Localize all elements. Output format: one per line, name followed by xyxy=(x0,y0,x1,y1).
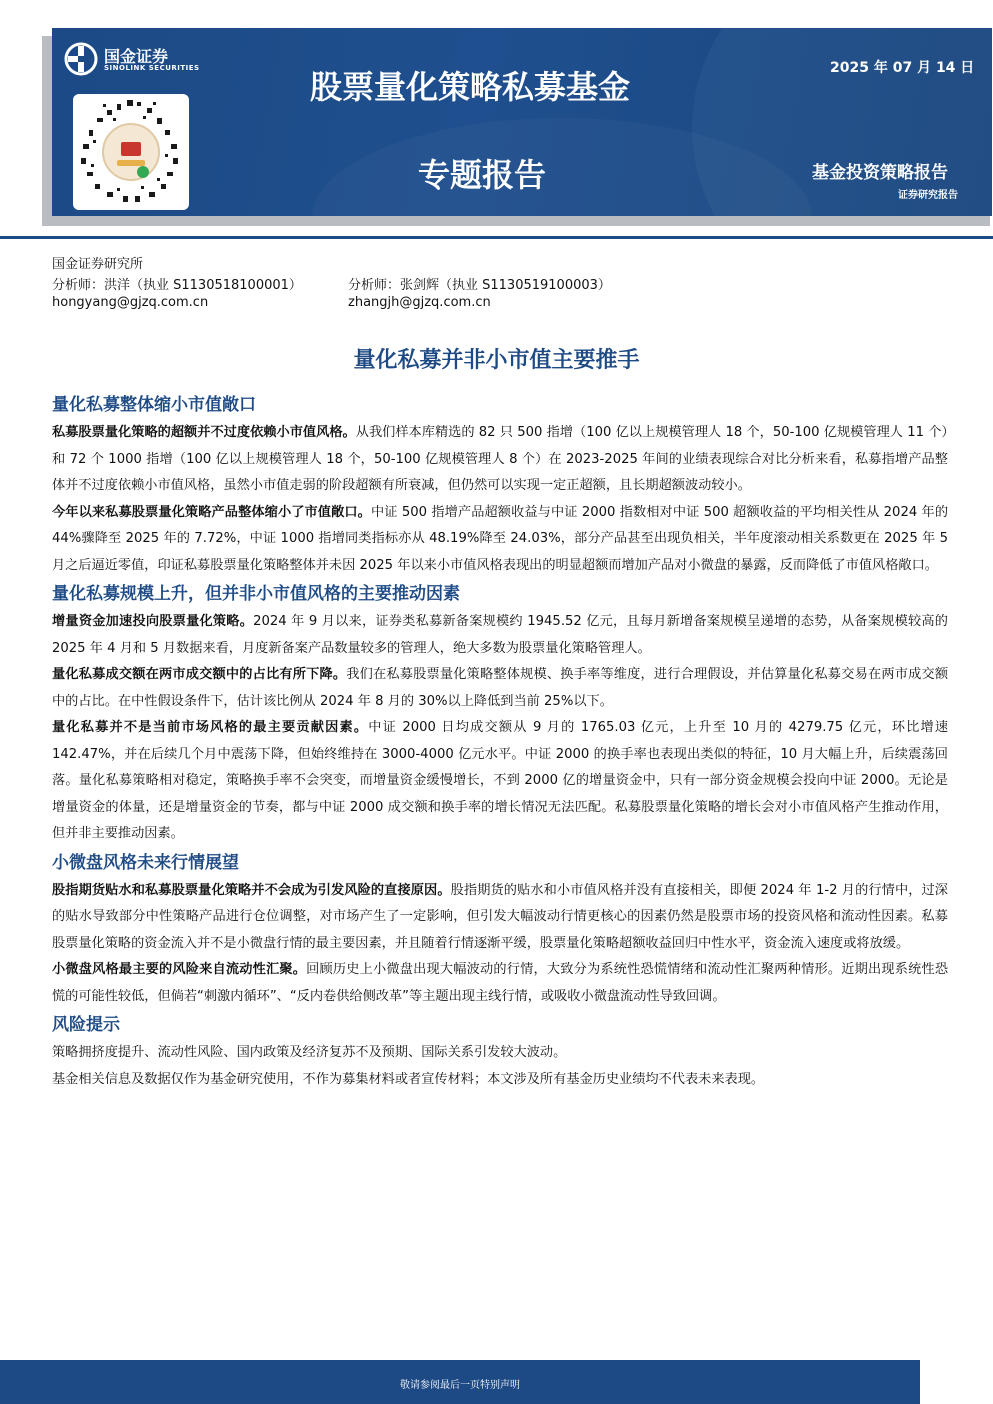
mini-program-qr-code xyxy=(73,94,189,210)
report-type: 基金投资策略报告 xyxy=(812,163,948,183)
paragraph-lead: 量化私募并不是当前市场风格的最主要贡献因素。 xyxy=(52,720,369,735)
logo-chinese-name: 国金证券 xyxy=(104,47,169,66)
report-subtype: 证券研究报告 xyxy=(898,190,958,201)
paragraph-lead: 量化私募成交额在两市成交额中的占比有所下降。 xyxy=(52,667,347,682)
analyst-1-email[interactable]: hongyang@gjzq.com.cn xyxy=(52,295,209,310)
main-title: 量化私募并非小市值主要推手 xyxy=(353,348,640,373)
sinolink-logo-icon xyxy=(64,42,98,76)
paragraph-lead: 私募股票量化策略的超额并不过度依赖小市值风格。 xyxy=(52,425,356,440)
paragraph xyxy=(52,609,948,662)
section-heading: 量化私募规模上升，但并非小市值风格的主要推动因素 xyxy=(52,584,460,604)
logo-english-name: SINOLINK SECURITIES xyxy=(104,64,200,72)
paragraph-text: 中证 500 指增产品超额收益与中证 2000 指数相对中证 500 超额收益的平均相关性从 2024 年的 44%骤降至 2025 年的 7.72%，中证 1000 指增同类指标亦从 48.19%降至 24.03%，部分产品甚至出现负相关，半年度滚动相关系数更在 2025 年 5 月之后逼近零值，印证私募股票量化策略整体并未因 2025 年以来小市值风格表现出的明显超额而增加产品对小微盘的暴露，反而降低了市值风格敞口。 xyxy=(52,504,949,573)
paragraph xyxy=(52,420,948,500)
paragraph-text: 策略拥挤度提升、流动性风险、国内政策及经济复苏不及预期、国际关系引发较大波动。 xyxy=(52,1045,567,1060)
paragraph xyxy=(52,878,948,958)
header-divider xyxy=(0,236,993,239)
paragraph-text: 中证 2000 日均成交额从 9 月的 1765.03 亿元，上升至 10 月的 4279.75 亿元，环比增速 142.47%，并在后续几个月中震荡下降，但始终维持在 3000-4000 亿元水平。中证 2000 的换手率也表现出类似的特征，10 月大幅上升，后续震荡回落。量化私募策略相对稳定，策略换手率不会突变，而增量资金缓慢增长，不到 2000 亿的增量资金中，只有一部分资金规模会投向中证 2000。无论是增量资金的体量，还是增量资金的节奏，都与中证 2000 成交额和换手率的增长情况无法匹配。私募股票量化策略的增长会对小市值风格产生推动作用，但并非主要推动因素。 xyxy=(52,720,949,841)
paragraph xyxy=(52,957,948,1010)
paragraph-text: 我们在私募股票量化策略整体规模、换手率等维度，进行合理假设，并估算量化私募交易在两市成交额中的占比。在中性假设条件下，估计该比例从 2024 年 8 月的 30%以上降低到当前 25%以下。 xyxy=(52,667,949,709)
company-logo xyxy=(64,40,214,80)
paragraph-lead: 小微盘风格最主要的风险来自流动性汇聚。 xyxy=(52,962,307,977)
report-title-line1: 股票量化策略私募基金 xyxy=(310,68,631,106)
paragraph xyxy=(52,662,948,715)
qr-code-icon xyxy=(77,98,185,206)
paragraph-lead: 今年以来私募股票量化策略产品整体缩小了市值敞口。 xyxy=(52,504,371,520)
paragraph-text: 从我们样本库精选的 82 只 500 指增（100 亿以上规模管理人 18 个，50-100 亿规模管理人 11 个）和 72 个 1000 指增（100 亿以上规模管理人 18 个，50-100 亿规模管理人 8 个）在 2023-2025 年间的业绩表现综合对比分析来看，私募指增产品整体并不过度依赖小市值风格，虽然小市值走弱的阶段超额有所衰减，但仍然可以实现一定正超额，且长期超额波动较小。 xyxy=(52,425,948,493)
paragraph-text: 基金相关信息及数据仅作为基金研究使用，不作为募集材料或者宣传材料；本文涉及所有基金历史业绩均不代表未来表现。 xyxy=(52,1071,765,1087)
risk-paragraph xyxy=(52,1040,948,1067)
paragraph xyxy=(52,500,948,580)
analyst-2-email[interactable]: zhangjh@gjzq.com.cn xyxy=(348,295,491,310)
paragraph-text: 2024 年 9 月以来，证券类私募新备案规模约 1945.52 亿元，且每月新增备案规模呈递增的态势，从备案规模较高的 2025 年 4 月和 5 月数据来看，月度新备案产品数量较多的管理人，绝大多数为股票量化策略管理人。 xyxy=(52,614,948,656)
footer-notice: 敬请参阅最后一页特别声明 xyxy=(400,1380,520,1391)
paragraph-lead: 增量资金加速投向股票量化策略。 xyxy=(52,614,254,629)
report-date: 2025 年 07 月 14 日 xyxy=(830,60,975,76)
research-institute: 国金证券研究所 xyxy=(52,257,144,272)
report-summary xyxy=(52,390,948,1093)
paragraph-text: 回顾历史上小微盘出现大幅波动的行情，大致分为系统性恐慌情绪和流动性汇聚两种情形。近期出现系统性恐慌的可能性较低，但倘若“刺激内循环”、“反内卷供给侧改革”等主题出现主线行情，或吸收小微盘流动性导致回调。 xyxy=(52,962,949,1004)
paragraph-lead: 股指期货贴水和私募股票量化策略并不会成为引发风险的直接原因。 xyxy=(52,882,451,898)
section-heading: 风险提示 xyxy=(52,1015,120,1035)
disclaimer-paragraph xyxy=(52,1067,948,1094)
section-heading: 小微盘风格未来行情展望 xyxy=(52,852,239,873)
paragraph xyxy=(52,715,948,848)
analyst-1-name: 分析师：洪洋（执业 S1130518100001） xyxy=(52,278,302,293)
paragraph-text: 股指期货的贴水和小市值风格并没有直接相关，即便 2024 年 1-2 月的行情中，过深的贴水导致部分中性策略产品进行仓位调整，对市场产生了一定影响，但引发大幅波动行情更核心的因素仍然是股票市场的投资风格和流动性因素。私募股票量化策略的资金流入并不是小微盘行情的最主要因素，并且随着行情逐渐平缓，股票量化策略超额收益回归中性水平，资金流入速度或将放缓。 xyxy=(52,882,948,951)
report-title-line2: 专题报告 xyxy=(418,156,547,194)
analyst-2-name: 分析师：张剑辉（执业 S1130519100003） xyxy=(348,278,611,293)
section-heading: 量化私募整体缩小市值敞口 xyxy=(52,395,256,415)
